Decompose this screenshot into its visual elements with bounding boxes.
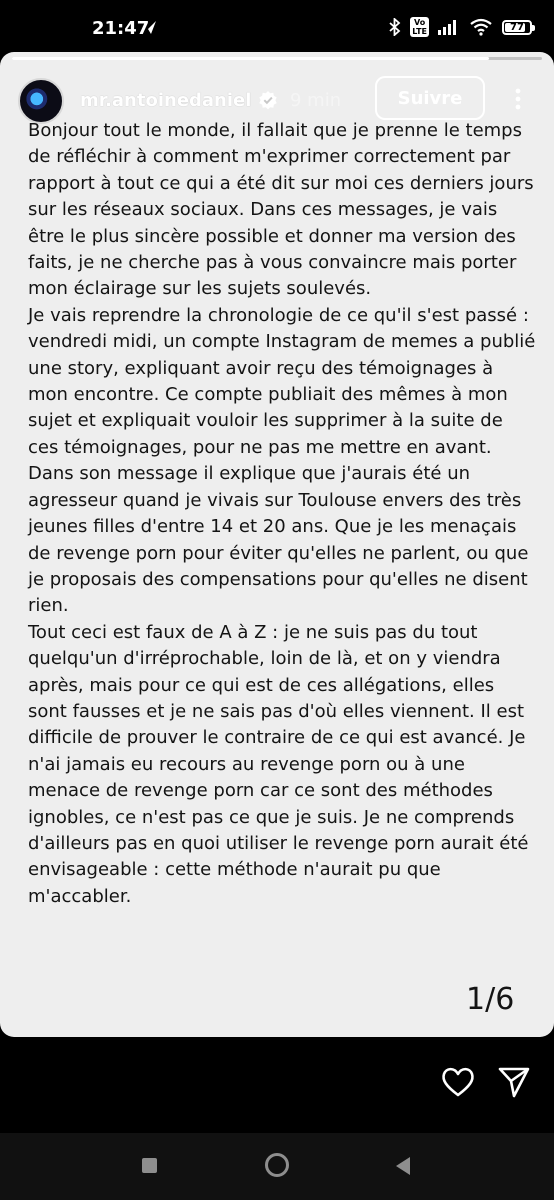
back-icon[interactable] [394, 1156, 412, 1176]
home-icon[interactable] [264, 1152, 290, 1178]
navigation-arrow-icon [140, 19, 158, 37]
post-time: 9 min [290, 90, 342, 111]
follow-button[interactable]: Suivre [375, 76, 485, 120]
cellular-signal-icon [438, 19, 460, 35]
status-icons [389, 17, 532, 37]
bluetooth-icon [389, 18, 401, 36]
story-progress-bar [12, 57, 542, 60]
story-paragraph: Je vais reprendre la chronologie de ce qu'il s'est passé : vendredi midi, un compte Instagram de memes a publié une story, expliquant avoir reçu des témoignages à mon encontre. Ce compte publiait des mêmes à mon sujet et expliquait vouloir les supprimer à la suite de ces témoignages, pour ne pas me mettre en avant. [28, 304, 536, 458]
status-bar [0, 0, 554, 58]
status-time: 21:47 [92, 18, 150, 39]
recent-apps-icon[interactable] [142, 1158, 157, 1173]
wifi-icon [469, 18, 493, 36]
more-options-icon[interactable] [514, 87, 522, 111]
battery-level: 77 [510, 21, 524, 33]
story-text [28, 118, 538, 910]
page-indicator: 1/6 [466, 982, 515, 1017]
story-progress-fill [12, 57, 489, 60]
username[interactable]: mr.antoinedaniel [80, 90, 252, 111]
volte-icon: Vo LTE [412, 18, 427, 36]
story-card[interactable] [0, 52, 554, 1037]
heart-icon[interactable] [440, 1064, 476, 1100]
story-paragraph: Dans son message il explique que j'aurais été un agresseur quand je vivais sur Toulouse envers des très jeunes filles d'entre 14 et 20 ans. Que je les menaçais de revenge porn pour éviter qu'elles ne parlent, ou que je proposais des compensations pour qu'elles ne disent rien. [28, 463, 529, 617]
story-paragraph: Bonjour tout le monde, il fallait que je prenne le temps de réfléchir à comment m'exprimer correctement par rapport à tout ce qui a été dit sur moi ces derniers jours sur les réseaux sociaux. Dans ces messages, je vais être le plus sincère possible et donner ma version des faits, je ne cherche pas à vous convaincre mais porter mon éclairage sur les sujets soulevés. [28, 120, 534, 300]
story-paragraph: Tout ceci est faux de A à Z : je ne suis pas du tout quelqu'un d'irréprochable, loin de là, et on y viendra après, mais pour ce qui est de ces allégations, elles sont fausses et je ne sais pas d'où elles viennent. Il est difficile de prouver le contraire de ce qui est avancé. Je n'ai jamais eu recours au revenge porn ou à une menace de revenge porn car ce sont des méthodes ignobles, ce n'est pas ce que je suis. Je ne comprends d'ailleurs pas en quoi utiliser le revenge porn aurait été envisageable : cette méthode n'aurait pu que m'accabler. [28, 621, 529, 907]
battery-icon [502, 20, 532, 35]
send-icon[interactable] [496, 1064, 532, 1100]
verified-badge-icon [258, 90, 278, 110]
